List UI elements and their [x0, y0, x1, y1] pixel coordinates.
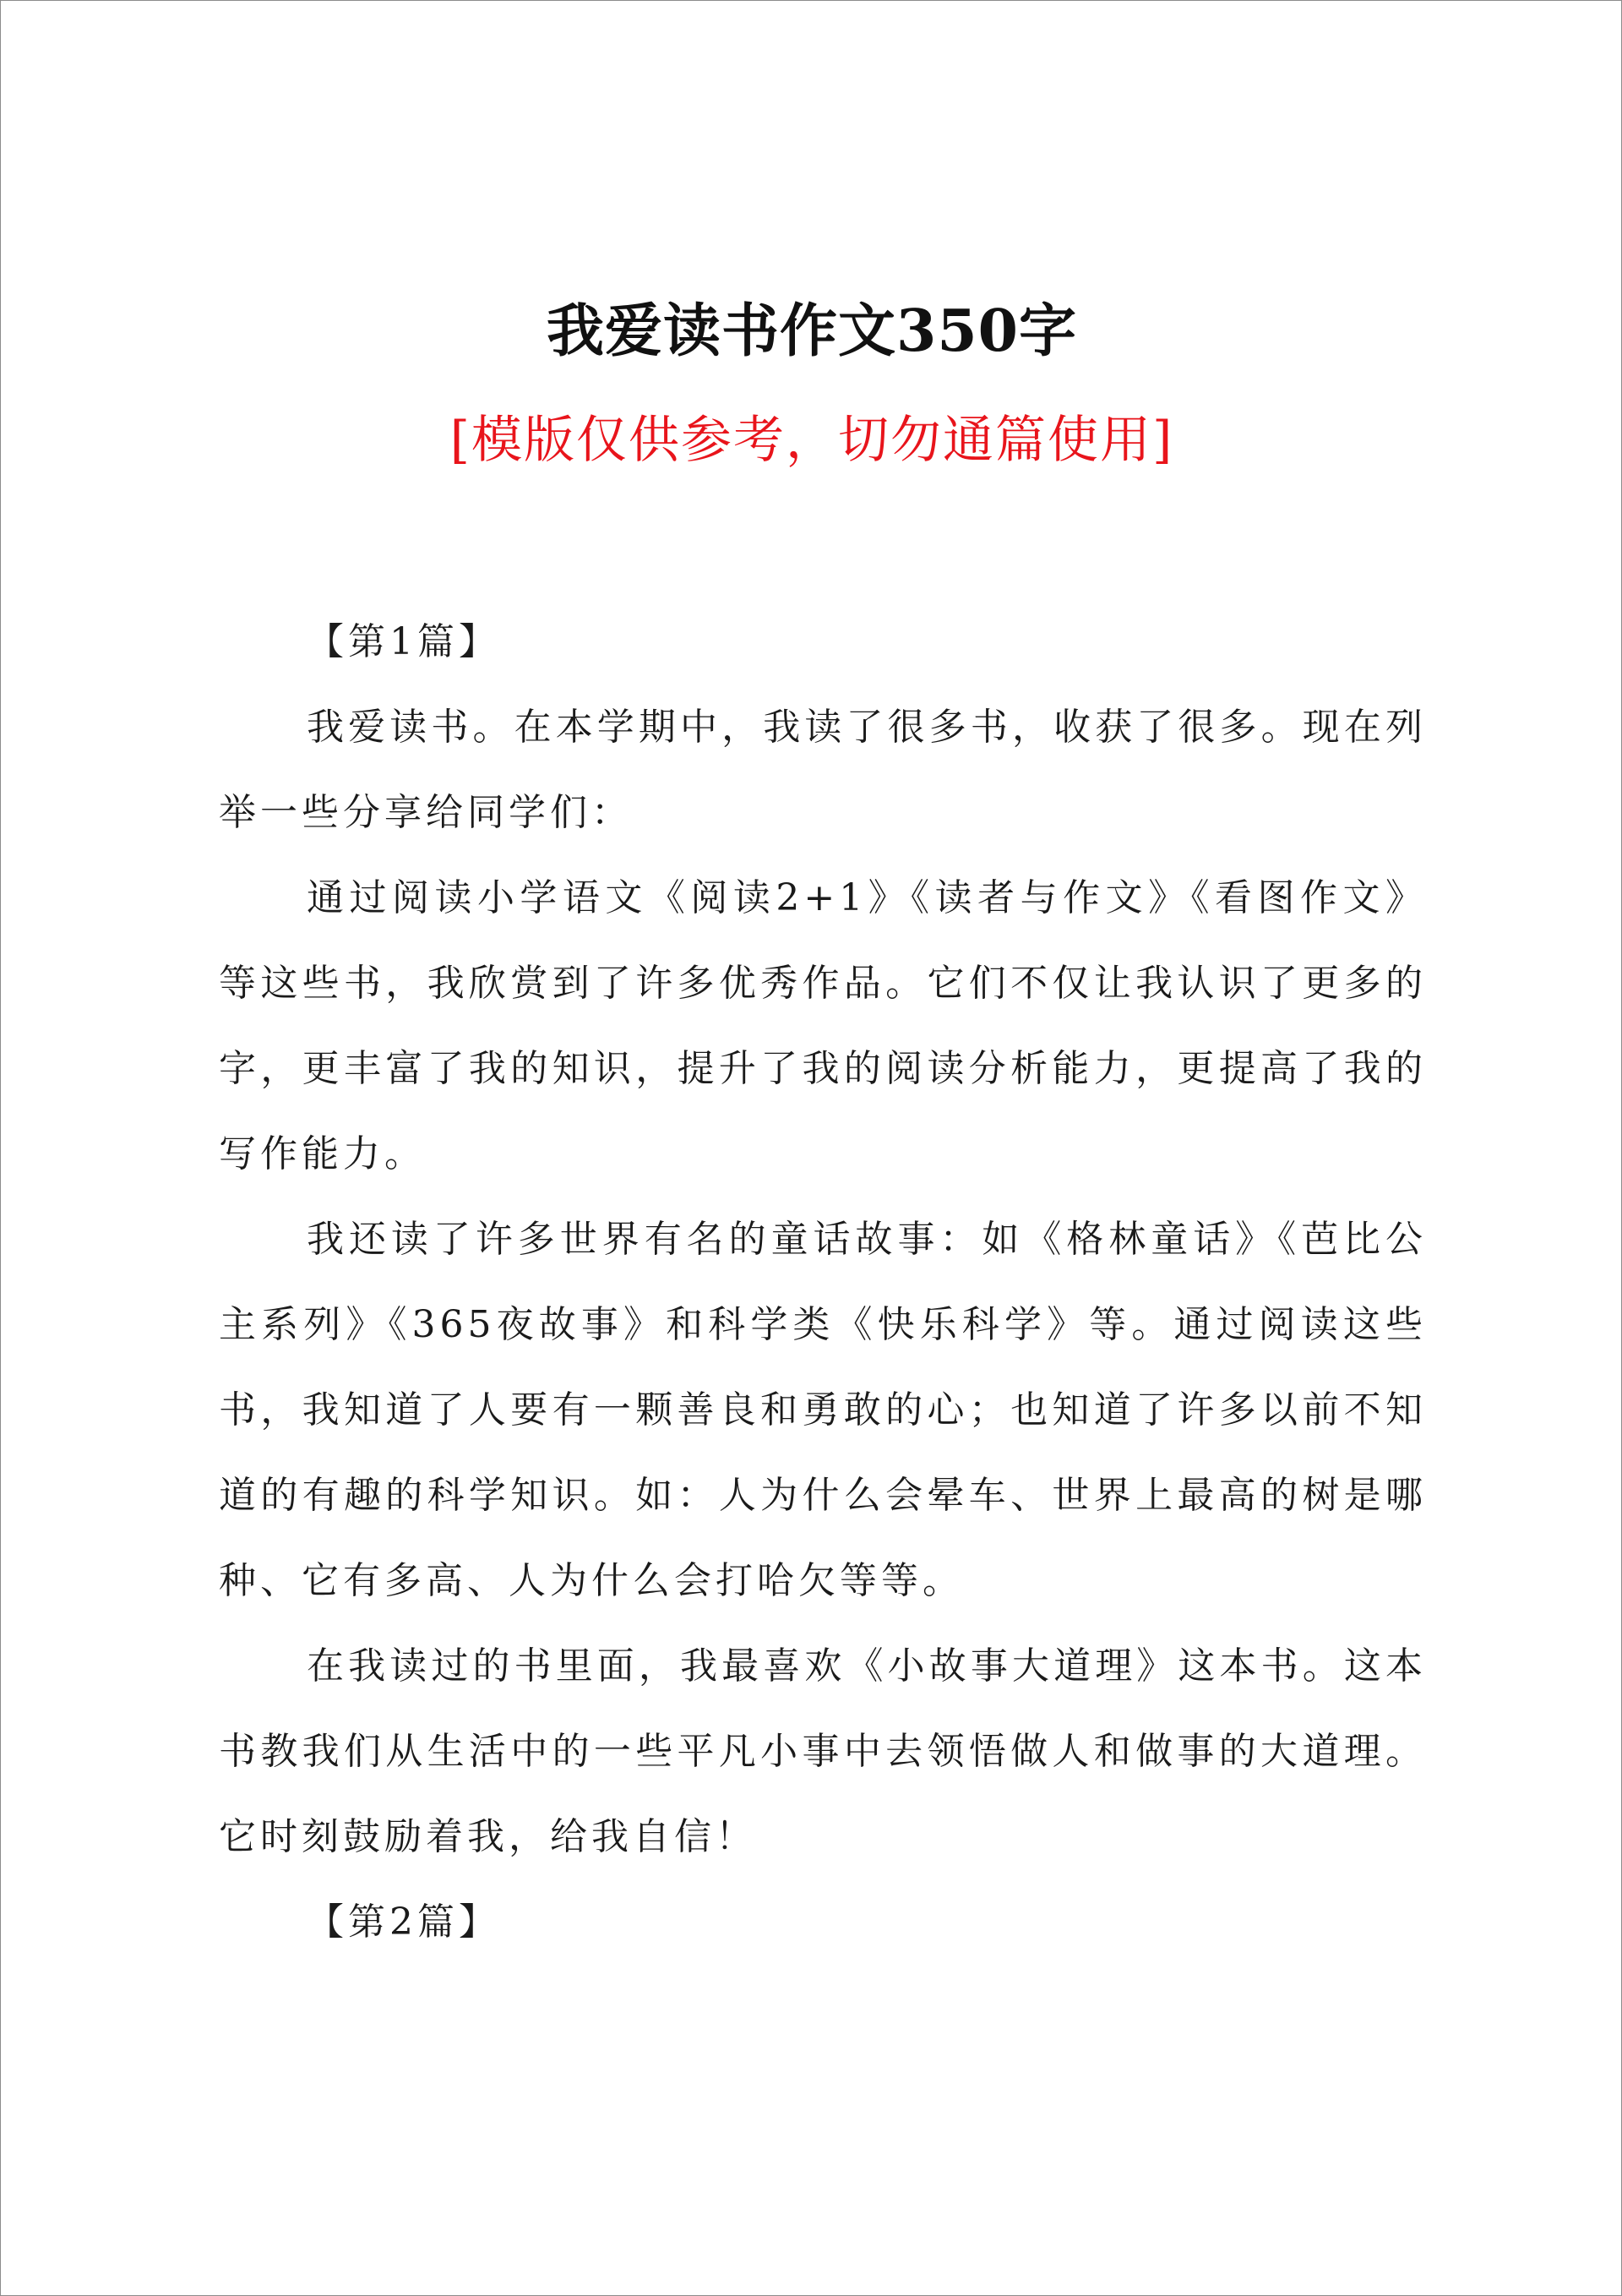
paragraph: 通过阅读小学语文《阅读2+1》《读者与作文》《看图作文》等这些书，我欣赏到了许多优秀作品。它们不仅让我认识了更多的字，更丰富了我的知识，提升了我的阅读分析能力，更提高了我的写作能力。 — [219, 876, 1427, 1175]
document-body — [219, 599, 1427, 1965]
paragraph: 我爱读书。在本学期中，我读了很多书，收获了很多。现在列举一些分享给同学们： — [219, 706, 1427, 834]
document-title: 我爱读书作文350字 — [547, 297, 1077, 365]
section-heading-1: 【第1篇】 — [307, 620, 500, 663]
section-heading-2: 【第2篇】 — [307, 1901, 500, 1944]
document-subtitle: [模版仅供参考，切勿通篇使用] — [449, 411, 1174, 470]
paragraph: 在我读过的书里面，我最喜欢《小故事大道理》这本书。这本书教我们从生活中的一些平凡小事中去领悟做人和做事的大道理。它时刻鼓励着我，给我自信！ — [219, 1644, 1427, 1858]
paragraph: 我还读了许多世界有名的童话故事：如《格林童话》《芭比公主系列》《365夜故事》和科学类《快乐科学》等。通过阅读这些书，我知道了人要有一颗善良和勇敢的心；也知道了许多以前不知道的有趣的科学知识。如：人为什么会晕车、世界上最高的树是哪种、它有多高、人为什么会打哈欠等等。 — [219, 1218, 1427, 1602]
